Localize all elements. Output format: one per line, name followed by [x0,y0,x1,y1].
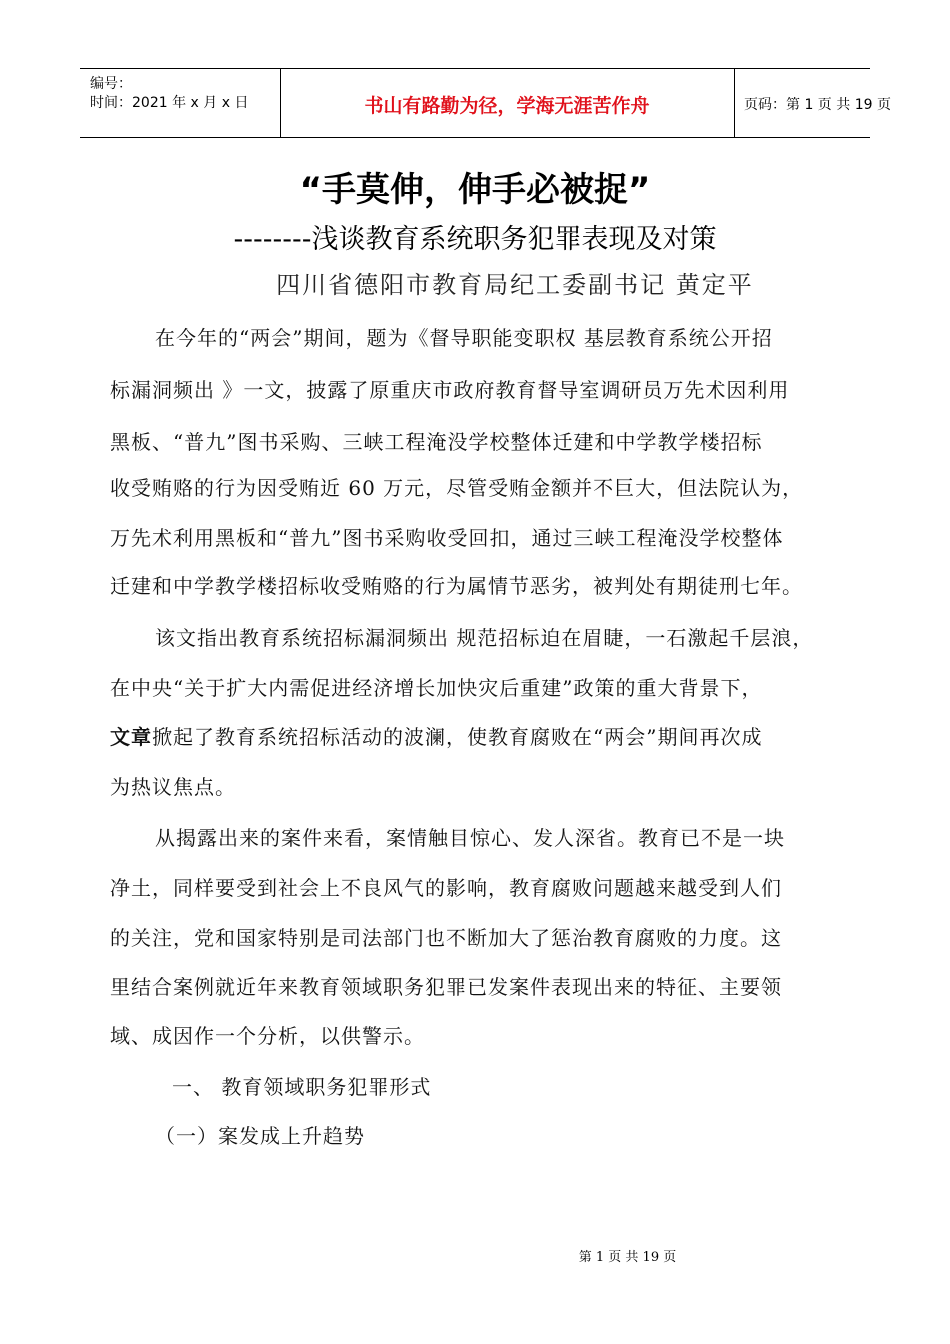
paragraph-line: 该文指出教育系统招标漏洞频出 规范招标迫在眉睫，一石激起千层浪， [155,626,814,650]
number-label: 编号： [90,76,132,92]
author-line: 四川省德阳市教育局纪工委副书记 黄定平 [276,271,754,299]
paragraph-line: 万先术利用黑板和“普九”图书采购收受回扣，通过三峡工程淹没学校整体 [110,526,784,550]
header-meta-cell [80,69,281,137]
date-label: 时间：2021 年 x 月 x 日 [90,95,249,111]
paragraph-line: 的关注，党和国家特别是司法部门也不断加大了惩治教育腐败的力度。这 [110,926,782,950]
subsection-heading: （一）案发成上升趋势 [155,1124,365,1148]
document-header [80,68,891,138]
paragraph-line: 黑板、“普九”图书采购、三峡工程淹没学校整体迁建和中学教学楼招标 [110,430,763,454]
paragraph-line: 域、成因作一个分析，以供警示。 [110,1024,425,1048]
page-info: 页码：第 1 页 共 19 页 [744,97,891,113]
paragraph-line: 在中央“关于扩大内需促进经济增长加快灾后重建”政策的重大背景下， [110,676,763,700]
paragraph-line: 在今年的“两会”期间，题为《督导职能变职权 基层教育系统公开招 [155,326,773,350]
document-subtitle: --------浅谈教育系统职务犯罪表现及对策 [233,224,717,255]
paragraph-line [110,721,762,750]
document-title: “手莫伸，伸手必被捉” [299,170,651,210]
bold-word: 文章 [110,725,152,749]
paragraph-line: 为热议焦点。 [110,775,236,799]
page-footer: 第 1 页 共 19 页 [578,1250,677,1265]
paragraph-line: 收受贿赂的行为因受贿近 60 万元，尽管受贿金额并不巨大，但法院认为， [110,476,804,500]
paragraph-line: 迁建和中学教学楼招标收受贿赂的行为属情节恶劣，被判处有期徒刑七年。 [110,574,803,598]
paragraph-line: 从揭露出来的案件来看，案情触目惊心、发人深省。教育已不是一块 [155,826,785,850]
header-page-cell [734,69,891,137]
motto: 书山有路勤为径，学海无涯苦作舟 [364,95,650,117]
paragraph-line: 净土，同样要受到社会上不良风气的影响，教育腐败问题越来越受到人们 [110,876,782,900]
paragraph-line-rest: 掀起了教育系统招标活动的波澜，使教育腐败在“两会”期间再次成 [152,725,763,749]
section-heading: 一、 教育领域职务犯罪形式 [172,1075,432,1099]
paragraph-line: 里结合案例就近年来教育领域职务犯罪已发案件表现出来的特征、主要领 [110,975,782,999]
paragraph-line: 标漏洞频出 》一文，披露了原重庆市政府教育督导室调研员万先术因利用 [110,378,790,402]
header-motto-cell [280,69,735,137]
